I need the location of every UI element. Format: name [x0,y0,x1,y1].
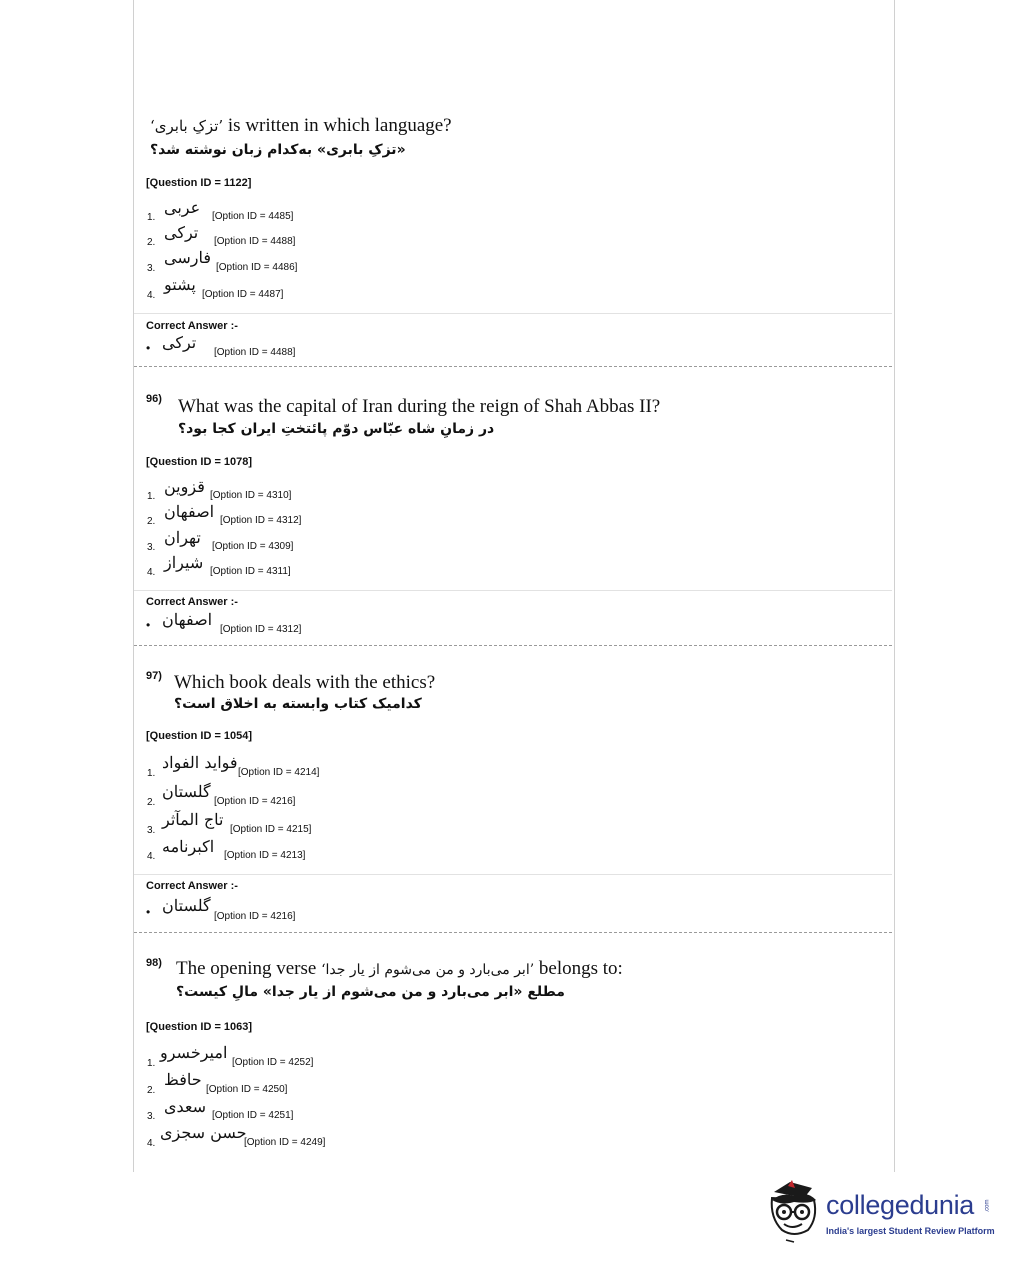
correct-answer-id: [Option ID = 4488] [214,347,296,358]
option-number: 1. [147,768,156,779]
divider [134,313,892,314]
correct-answer-label: Correct Answer :- [146,596,238,608]
option-text: ترکی [164,223,199,242]
correct-answer-label: Correct Answer :- [146,880,238,892]
option-text: قزوین [164,477,205,496]
correct-answer-text: گلستان [162,896,211,915]
option-id: [Option ID = 4488] [214,236,296,247]
question-number: 97) [146,670,162,682]
option-id: [Option ID = 4311] [210,566,291,577]
brand-name: collegedunia [826,1190,975,1220]
option-number: 4. [147,851,156,862]
option-id: [Option ID = 4486] [216,262,298,273]
divider [134,590,892,591]
option-text: فواید الفواد [162,753,238,772]
question-id: [Question ID = 1122] [146,177,252,189]
option-number: 1. [147,1058,156,1069]
option-number: 3. [147,263,156,274]
correct-answer-id: [Option ID = 4312] [220,624,302,635]
option-text: عربی [164,198,201,217]
option-number: 2. [147,237,156,248]
correct-answer-text: اصفهان [162,610,213,629]
question-english: What was the capital of Iran during the reign of Shah Abbas II? [178,396,661,417]
option-text: حافظ [164,1070,202,1089]
question-persian: در زمانِ شاه عبّاس دوّم پائتختِ ایران کجا بود؟ [178,421,495,437]
option-text: تهران [164,528,201,547]
option-id: [Option ID = 4252] [232,1057,314,1068]
option-text: گلستان [162,782,211,801]
option-text: امیرخسرو [160,1043,228,1062]
question-separator [134,932,892,933]
option-id: [Option ID = 4487] [202,289,284,300]
question-1122-english: ‘تزکِ بابری’ is written in which language? [150,115,452,136]
correct-answer-text: ترکی [162,333,197,352]
option-id: [Option ID = 4251] [212,1110,294,1121]
option-number: 4. [147,567,156,578]
brand-tagline: India's largest Student Review Platform [826,1226,995,1236]
question-1122-persian: «تزکِ بابری» به‌کدام زبان نوشته شد؟ [150,142,406,158]
question-separator [134,645,892,646]
option-id: [Option ID = 4309] [212,541,294,552]
option-id: [Option ID = 4213] [224,850,306,861]
question-id: [Question ID = 1063] [146,1021,253,1033]
option-id: [Option ID = 4312] [220,515,302,526]
bullet-icon: • [146,905,151,919]
option-id: [Option ID = 4250] [206,1084,288,1095]
option-text: اصفهان [164,502,215,521]
option-id: [Option ID = 4310] [210,490,292,501]
option-number: 3. [147,1111,156,1122]
option-id: [Option ID = 4216] [214,796,296,807]
option-number: 1. [147,491,156,502]
option-number: 2. [147,516,156,527]
option-text: فارسی [164,248,211,267]
option-text: اکبرنامه [162,837,215,856]
question-persian: کدامیک کتاب وابسته به اخلاق است؟ [174,696,422,712]
divider [134,874,892,875]
option-text: تاج المآثر [162,810,224,829]
brand-suffix: .com [984,1199,991,1213]
question-english: Which book deals with the ethics? [174,672,436,693]
option-number: 3. [147,542,156,553]
question-separator [134,366,892,367]
option-id: [Option ID = 4485] [212,211,294,222]
option-id: [Option ID = 4249] [244,1137,326,1148]
option-number: 1. [147,212,156,223]
option-text: سعدی [164,1097,207,1116]
option-text: حسن سجزی [160,1123,247,1142]
option-number: 4. [147,290,156,301]
question-number: 98) [146,957,162,969]
option-number: 3. [147,825,156,836]
bullet-icon: • [146,341,151,355]
correct-answer-id: [Option ID = 4216] [214,911,296,922]
option-number: 4. [147,1138,156,1149]
correct-answer-label: Correct Answer :- [146,320,238,332]
bullet-icon: • [146,618,151,632]
option-number: 2. [147,797,156,808]
question-english: The opening verse ‘ابر می‌بارد و من می‌شوم از یار جدا’ belongs to: [176,958,623,979]
question-number: 96) [146,393,162,405]
option-text: شیراز [164,553,204,572]
option-id: [Option ID = 4214] [238,767,320,778]
option-id: [Option ID = 4215] [230,824,312,835]
option-text: پشتو [164,275,196,294]
question-id: [Question ID = 1078] [146,456,253,468]
question-persian: مطلع «ابر می‌بارد و من می‌شوم از یار جدا» مالِ کیست؟ [176,984,565,1000]
option-number: 2. [147,1085,156,1096]
question-id: [Question ID = 1054] [146,730,253,742]
